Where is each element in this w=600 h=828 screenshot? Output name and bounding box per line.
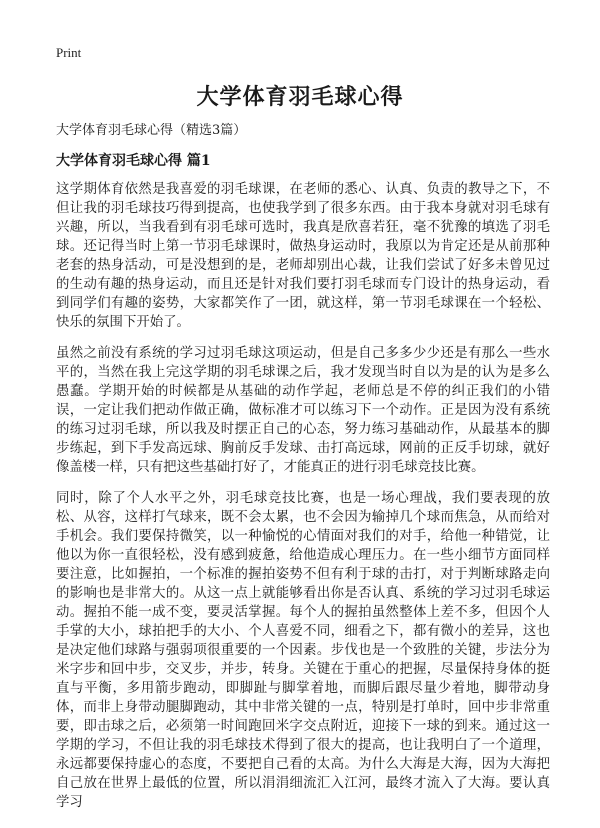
page-title: 大学体育羽毛球心得	[196, 84, 404, 110]
page-subtitle: 大学体育羽毛球心得（精选3篇）	[56, 123, 247, 138]
article-body	[56, 180, 550, 824]
section-heading: 大学体育羽毛球心得 篇1	[56, 153, 211, 169]
paragraph-1: 这学期体育依然是我喜爱的羽毛球课，在老师的悉心、认真、负责的教导之下，不但让我的羽毛球技巧得到提高，也使我学到了很多东西。由于我本身就对羽毛球有兴趣，所以，当我看到有羽毛球可选时，我真是欣喜若狂，毫不犹豫的填选了羽毛球。还记得当时上第一节羽毛球课时，做热身运动时，我原以为肯定还是从前那种老套的热身活动，可是没想到的是，老师却别出心裁，让我们尝试了好多未曾见过的生动有趣的热身运动，而且还是针对我们要打羽毛球而专门设计的热身运动，看到同学们有趣的姿势，大家都笑作了一团，就这样，第一节羽毛球课在一个轻松、快乐的氛围下开始了。	[56, 182, 550, 330]
print-link[interactable]: Print	[56, 45, 82, 60]
paragraph-2: 虽然之前没有系统的学习过羽毛球这项运动，但是自己多多少少还是有那么一些水平的，当然在我上完这学期的羽毛球课之后，我才发现当时自以为是的认为是多么愚蠢。学期开始的时候都是从基础的动作学起，老师总是不停的纠正我们的小错误，一定让我们把动作做正确，做标准才可以练习下一个动作。正是因为没有系统的练习过羽毛球，所以我及时摆正自己的心态，努力练习基础动作，从最基本的脚步练起，到下手发高远球、胸前反手发球、击打高远球，网前的正反手切球，就好像盖楼一样，只有把这些基础打好了，才能真正的进行羽毛球竞技比赛。	[56, 346, 550, 475]
paragraph-3: 同时，除了个人水平之外，羽毛球竞技比赛，也是一场心理战，我们要表现的放松、从容，这样打气球来，既不会太累，也不会因为输掉几个球而焦急，从而给对手机会。我们要保持微笑，以一种愉悦的心情面对我们的对手，给他一种错觉，让他以为你一直很轻松，没有感到疲惫，给他造成心理压力。在一些小细节方面同样要注意，比如握拍，一个标准的握拍姿势不但有利于球的击打，对于判断球路走向的影响也是非常大的。从这一点上就能够看出你是否认真、系统的学习过羽毛球运动。握拍不能一成不变，要灵活掌握。每个人的握拍虽然整体上差不多，但因个人手掌的大小，球拍把手的大小、个人喜爱不同，细看之下，都有微小的差异，这也是决定他们球路与强弱项很重要的一个因素。步伐也是一个致胜的关键，步法分为米字步和回中步，交叉步，并步，转身。关键在于重心的把握，尽量保持身体的挺直与平衡，多用箭步跑动，即脚趾与脚掌着地，而脚后跟尽量少着地，脚带动身体，而非上身带动腿脚跑动，其中非常关键的一点，特别是打单时，回中步非常重要，即击球之后，必须第一时间跑回米字交点附近，迎接下一球的到来。通过这一学期的学习，不但让我的羽毛球技术得到了很大的提高，也让我明白了一个道理，永远都要保持虚心的态度，不要把自己看的太高。为什么大海是大海，因为大海把自己放在世界上最低的位置，所以涓涓细流汇入江河，最终才流入了大海。要认真学习	[56, 491, 550, 810]
